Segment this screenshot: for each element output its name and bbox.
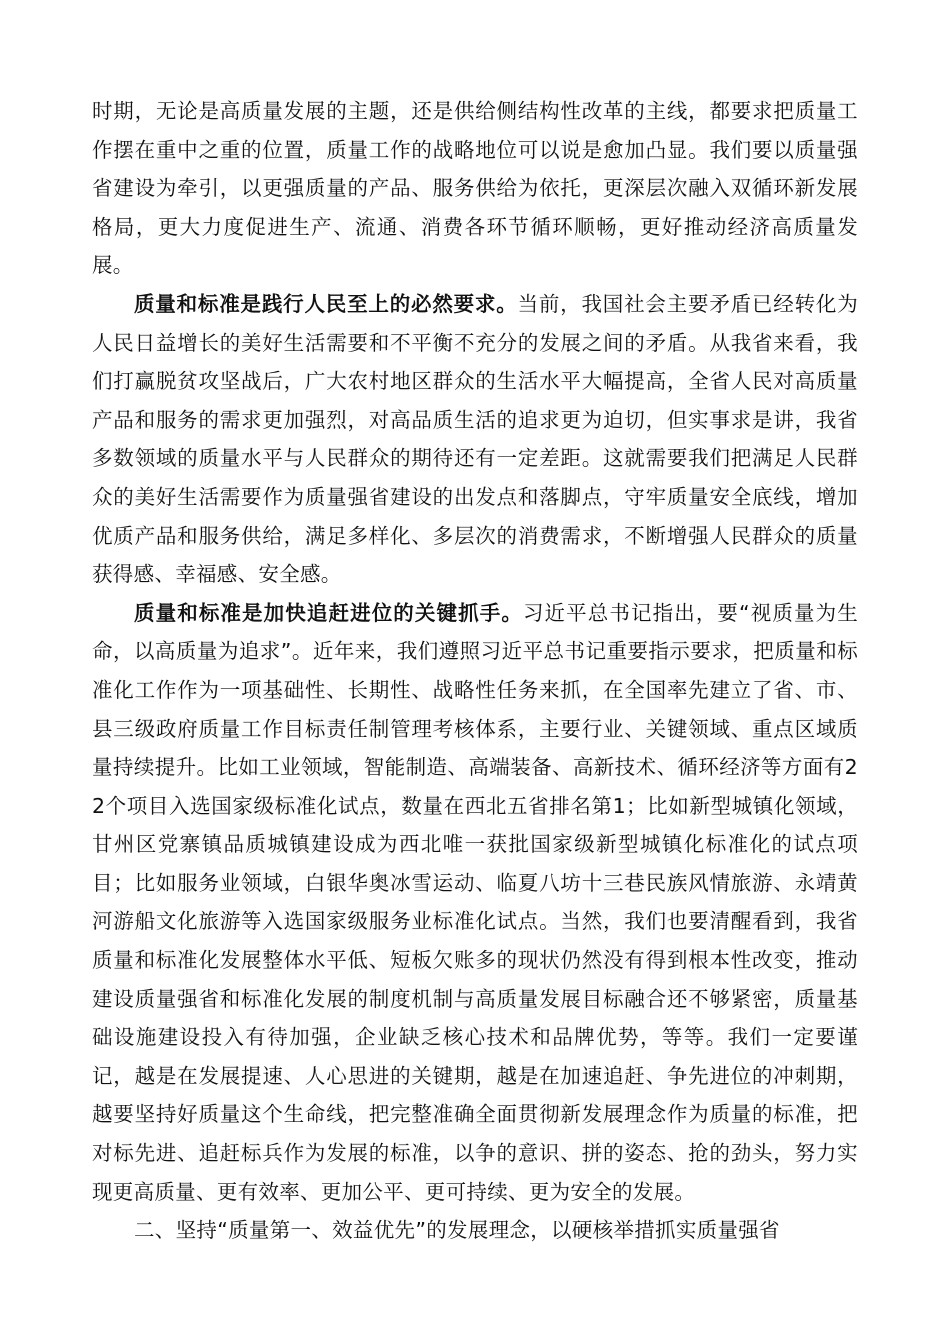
section-heading (92, 1211, 858, 1250)
paragraph-1 (92, 92, 858, 285)
paragraph-text: 时期，无论是高质量发展的主题，还是供给侧结构性改革的主线，都要求把质量工作摆在重中之重的位置，质量工作的战略地位可以说是愈加凸显。我们要以质量强省建设为牵引，以更强质量的产品、服务供给为依托，更深层次融入双循环新发展格局，更大力度促进生产、流通、消费各环节循环顺畅，更好推动经济高质量发展。 (92, 99, 858, 278)
paragraph-lead: 质量和标准是加快追赶进位的关键抓手。 (134, 600, 523, 625)
paragraph-text: 当前，我国社会主要矛盾已经转化为人民日益增长的美好生活需要和不平衡不充分的发展之间的矛盾。从我省来看，我们打赢脱贫攻坚战后，广大农村地区群众的生活水平大幅提高，全省人民对高质量产品和服务的需求更加强烈，对高品质生活的追求更为迫切，但实事求是讲，我省多数领域的质量水平与人民群众的期待还有一定差距。这就需要我们把满足人民群众的美好生活需要作为质量强省建设的出发点和落脚点，守牢质量安全底线，增加优质产品和服务供给，满足多样化、多层次的消费需求，不断增强人民群众的质量获得感、幸福感、安全感。 (92, 291, 858, 587)
paragraph-2 (92, 285, 858, 594)
paragraph-text: 习近平总书记指出，要“视质量为生命，以高质量为追求”。近年来，我们遵照习近平总书记重要指示要求，把质量和标准化工作作为一项基础性、长期性、战略性任务来抓，在全国率先建立了省、市、县三级政府质量工作目标责任制管理考核体系，主要行业、关键领域、重点区域质量持续提升。比如工业领域，智能制造、高端装备、高新技术、循环经济等方面有22个项目入选国家级标准化试点，数量在西北五省排名第1；比如新型城镇化领域，甘州区党寨镇品质城镇建设成为西北唯一获批国家级新型城镇化标准化的试点项目；比如服务业领域，白银华奥冰雪运动、临夏八坊十三巷民族风情旅游、永靖黄河游船文化旅游等入选国家级服务业标准化试点。当然，我们也要清醒看到，我省质量和标准化发展整体水平低、短板欠账多的现状仍然没有得到根本性改变，推动建设质量强省和标准化发展的制度机制与高质量发展目标融合还不够紧密，质量基础设施建设投入有待加强，企业缺乏核心技术和品牌优势，等等。我们一定要谨记，越是在发展提速、人心思进的关键期，越是在加速追赶、争先进位的冲刺期，越要坚持好质量这个生命线，把完整准确全面贯彻新发展理念作为质量的标准，把对标先进、追赶标兵作为发展的标准，以争的意识、拼的姿态、抢的劲头，努力实现更高质量、更有效率、更加公平、更可持续、更为安全的发展。 (92, 600, 858, 1204)
paragraph-text: 二、坚持“质量第一、效益优先”的发展理念，以硬核举措抓实质量强省 (134, 1218, 780, 1243)
document-page (92, 92, 858, 1250)
paragraph-lead: 质量和标准是践行人民至上的必然要求。 (134, 291, 518, 316)
paragraph-3 (92, 594, 858, 1212)
